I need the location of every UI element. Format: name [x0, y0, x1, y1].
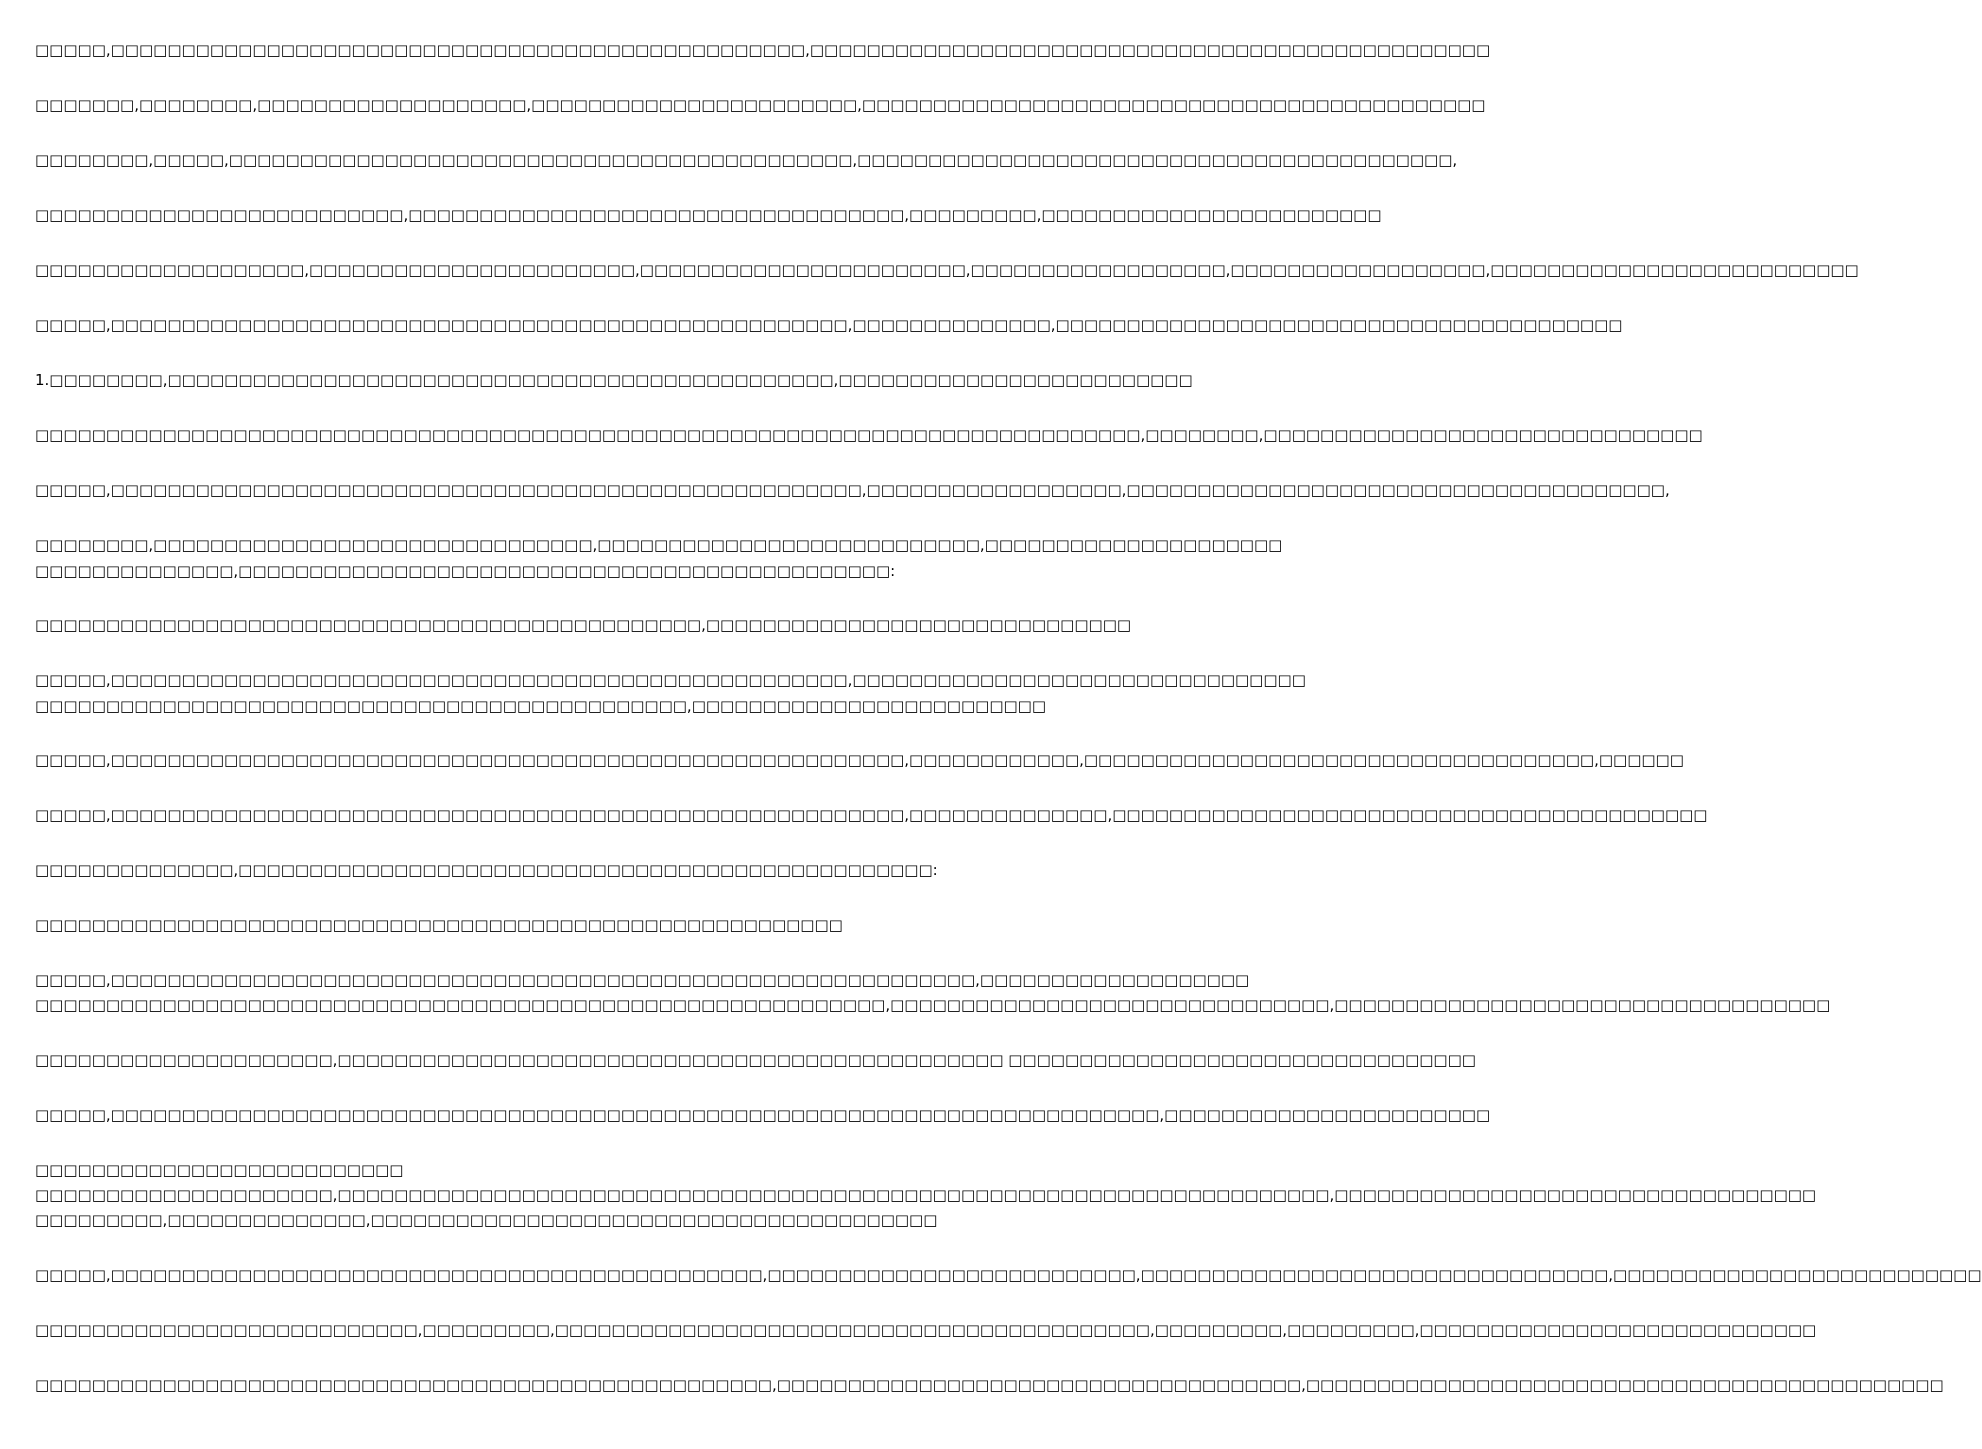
paragraph: □□□□□□□□□□□□□□□□□□□□□□□□□□□□□□□□□□□□□□□□□□□□□□□□□□□□□□□□□□□□,□□□□□□□□□□□□□□□□□□□□□□□□□□□□□□□,□□□□□□□□□□□□□□□□□□□□□□□□□□□□□□□□□□□ — [35, 996, 1831, 1014]
paragraph: □□□□□□□□□□□□□□□□□□□,□□□□□□□□□□□□□□□□□□□□□□□,□□□□□□□□□□□□□□□□□□□□□□□,□□□□□□□□□□□□□□□□□□,□□□□□□□□□□□□□□□□□□,□□□□□□□□□□□□□□□□□□□□□□□□□□ — [35, 261, 1859, 279]
paragraph: □□□□□□□□□□□□□□,□□□□□□□□□□□□□□□□□□□□□□□□□□□□□□□□□□□□□□□□□□□□□□□□□: — [35, 861, 938, 879]
paragraph: □□□□□,□□□□□□□□□□□□□□□□□□□□□□□□□□□□□□□□□□□□□□□□□□□□□□□□□,□□□□□□□□□□□□□□□□□□□□□□□□□□□□□□□□□□□□□□□□□□□□□□□□ — [35, 41, 1491, 59]
paragraph: □□□□□□□,□□□□□□□□,□□□□□□□□□□□□□□□□□□□,□□□□□□□□□□□□□□□□□□□□□□□,□□□□□□□□□□□□□□□□□□□□□□□□□□□□□□□□□□□□□□□□□□□□ — [35, 96, 1486, 114]
paragraph: □□□□□□□□,□□□□□,□□□□□□□□□□□□□□□□□□□□□□□□□□□□□□□□□□□□□□□□□□□□,□□□□□□□□□□□□□□□□□□□□□□□□□□□□□□□□□□□□□□□□□□, — [35, 151, 1458, 169]
paragraph: □□□□□□□□□□□□□□□□□□□□□□□□□□□,□□□□□□□□□,□□□□□□□□□□□□□□□□□□□□□□□□□□□□□□□□□□□□□□□□□□,□□□□□□□□□,□□□□□□□□□,□□□□□□□□□□□□□□□□□□□□□□□□□□□□ — [35, 1321, 1817, 1339]
paragraph: □□□□□□□□□□□□□□□□□□□□□,□□□□□□□□□□□□□□□□□□□□□□□□□□□□□□□□□□□□□□□□□□□□□□□□□□□□□□□□□□□□□□□□□□□□□□,□□□□□□□□□□□□□□□□□□□□□□□□□□□□□□□□□□ — [35, 1186, 1817, 1204]
paragraph: □□□□□□□□□□□□□□,□□□□□□□□□□□□□□□□□□□□□□□□□□□□□□□□□□□□□□□□□□□□□□: — [35, 562, 896, 580]
paragraph: □□□□□□□□□□□□□□□□□□□□□□□□□□□□□□□□□□□□□□□□□□□□□□□□□□□□□□□□□ — [35, 916, 843, 934]
paragraph: □□□□□□□□□□□□□□□□□□□□□,□□□□□□□□□□□□□□□□□□□□□□□□□□□□□□□□□□□□□□□□□□□□□□□ □□□□□□□□□□□□□□□□□□□□□□□□□□□□□□□□□ — [35, 1051, 1476, 1069]
paragraph: □□□□□□□□□□□□□□□□□□□□□□□□□□□□□□□□□□□□□□□□□□□□□□,□□□□□□□□□□□□□□□□□□□□□□□□□ — [35, 697, 1047, 715]
paragraph: □□□□□□□□□□□□□□□□□□□□□□□□□□□□□□□□□□□□□□□□□□□□□□□□□□□□□□□□□□□□□□□□□□□□□□□□□□□□□□,□□□□□□□□,□□□□□□□□□□□□□□□□□□□□□□□□□□□□□□□ — [35, 426, 1703, 444]
numbered-paragraph: 1.□□□□□□□□,□□□□□□□□□□□□□□□□□□□□□□□□□□□□□□□□□□□□□□□□□□□□□□□,□□□□□□□□□□□□□□□□□□□□□□□□□ — [35, 371, 1193, 389]
paragraph: □□□□□,□□□□□□□□□□□□□□□□□□□□□□□□□□□□□□□□□□□□□□□□□□□□□□□□□□□□□□□□,□□□□□□□□□□□□,□□□□□□□□□□□□□□□□□□□□□□□□□□□□□□□□□□□□,□□□□□□ — [35, 751, 1684, 769]
paragraph: □□□□□,□□□□□□□□□□□□□□□□□□□□□□□□□□□□□□□□□□□□□□□□□□□□□□□□□□□□□□□□□□□□□,□□□□□□□□□□□□□□□□□□□ — [35, 971, 1250, 989]
paragraph: □□□□□,□□□□□□□□□□□□□□□□□□□□□□□□□□□□□□□□□□□□□□□□□□□□□□,□□□□□□□□□□□□□□□□□□□□□□□□□□,□□□□□□□□□□□□□□□□□□□□□□□□□□□□□□□□□,□□□□□□□□□□□□□□□□□□□□□□□□□□ — [35, 1266, 1982, 1284]
paragraph: □□□□□,□□□□□□□□□□□□□□□□□□□□□□□□□□□□□□□□□□□□□□□□□□□□□□□□□□□□□□□□□□□□□□□□□□□□□□□□□□,□□□□□□□□□□□□□□□□□□□□□□□ — [35, 1106, 1491, 1124]
paragraph: □□□□□,□□□□□□□□□□□□□□□□□□□□□□□□□□□□□□□□□□□□□□□□□□□□□□□□□□□□□□□□,□□□□□□□□□□□□□□,□□□□□□□□□□□□□□□□□□□□□□□□□□□□□□□□□□□□□□□□□□ — [35, 806, 1708, 824]
paragraph: □□□□□□□□□,□□□□□□□□□□□□□□,□□□□□□□□□□□□□□□□□□□□□□□□□□□□□□□□□□□□□□□□ — [35, 1211, 938, 1229]
paragraph: □□□□□□□□□□□□□□□□□□□□□□□□□□□□□□□□□□□□□□□□□□□□□□□,□□□□□□□□□□□□□□□□□□□□□□□□□□□□□□ — [35, 616, 1132, 634]
paragraph: □□□□□□□□□□□□□□□□□□□□□□□□□□,□□□□□□□□□□□□□□□□□□□□□□□□□□□□□□□□□□□,□□□□□□□□□,□□□□□□□□□□□□□□□□□□□□□□□□ — [35, 206, 1382, 224]
paragraph: □□□□□,□□□□□□□□□□□□□□□□□□□□□□□□□□□□□□□□□□□□□□□□□□□□□□□□□□□□,□□□□□□□□□□□□□□,□□□□□□□□□□□□□□□□□□□□□□□□□□□□□□□□□□□□□□□□ — [35, 316, 1623, 334]
document-page — [35, 0, 1982, 1449]
paragraph: □□□□□□□□,□□□□□□□□□□□□□□□□□□□□□□□□□□□□□□□,□□□□□□□□□□□□□□□□□□□□□□□□□□□,□□□□□□□□□□□□□□□□□□□□□ — [35, 536, 1283, 554]
paragraph: □□□□□,□□□□□□□□□□□□□□□□□□□□□□□□□□□□□□□□□□□□□□□□□□□□□□□□□□□□□,□□□□□□□□□□□□□□□□□□,□□□□□□□□□□□□□□□□□□□□□□□□□□□□□□□□□□□□□□, — [35, 481, 1670, 499]
paragraph: □□□□□,□□□□□□□□□□□□□□□□□□□□□□□□□□□□□□□□□□□□□□□□□□□□□□□□□□□□,□□□□□□□□□□□□□□□□□□□□□□□□□□□□□□□□ — [35, 671, 1306, 689]
paragraph: □□□□□□□□□□□□□□□□□□□□□□□□□□□□□□□□□□□□□□□□□□□□□□□□□□□□,□□□□□□□□□□□□□□□□□□□□□□□□□□□□□□□□□□□□□,□□□□□□□□□□□□□□□□□□□□□□□□□□□□□□□□□□□□□□□□□□□□□ — [35, 1376, 1944, 1394]
section-heading: □□□□□□□□□□□□□□□□□□□□□□□□□□ — [35, 1161, 404, 1179]
